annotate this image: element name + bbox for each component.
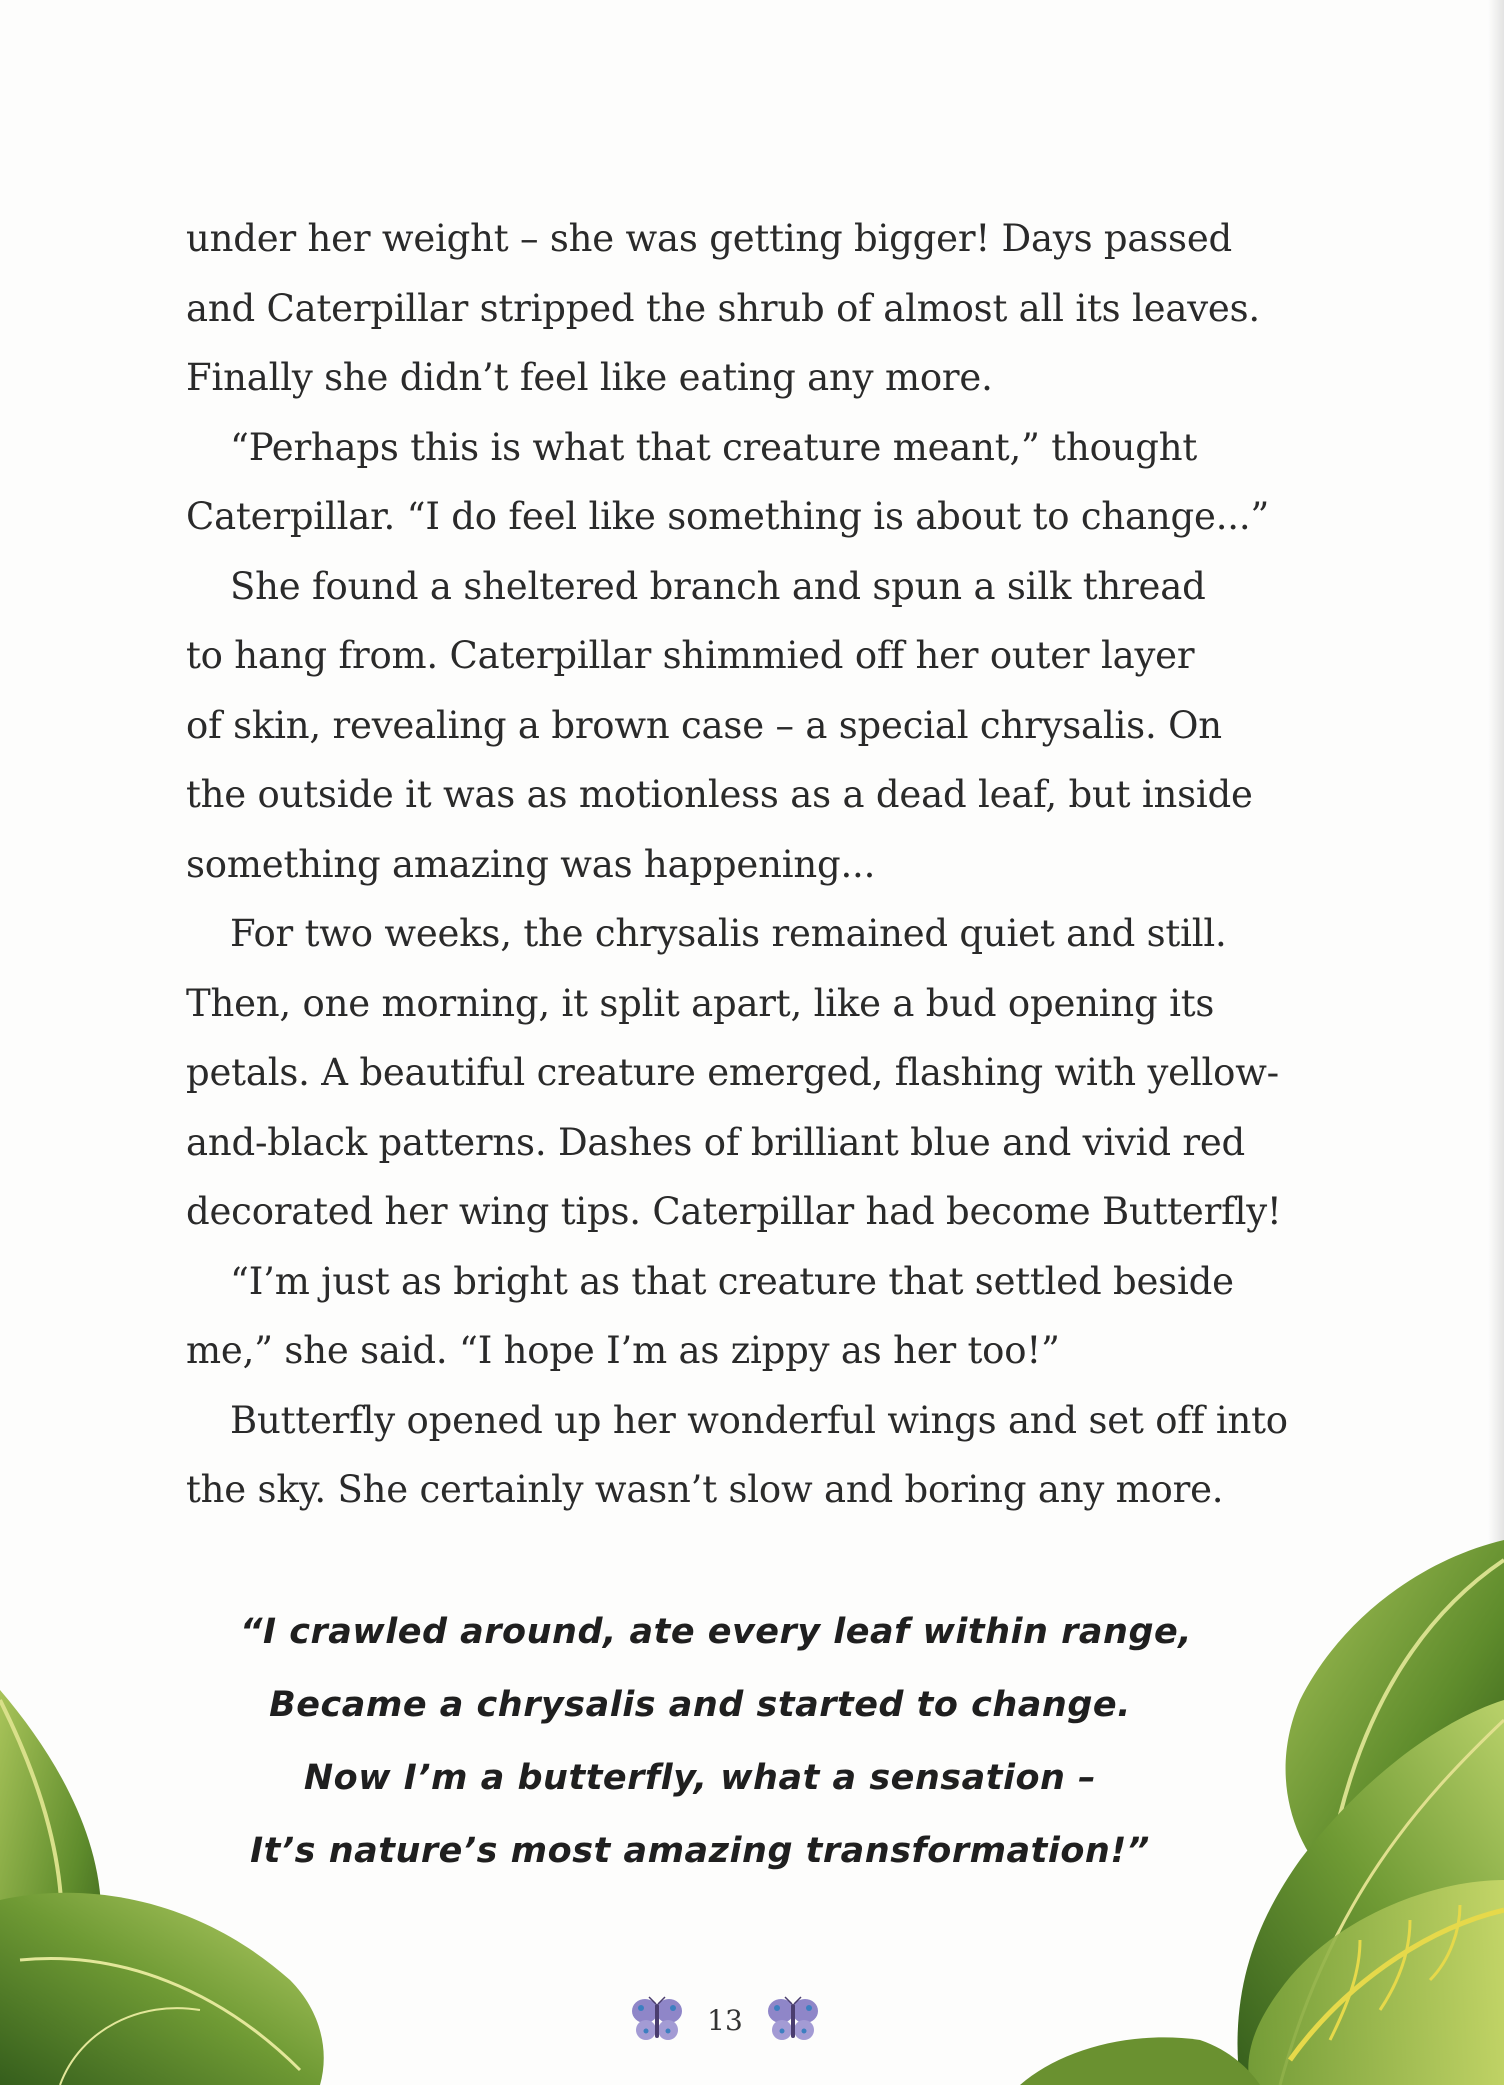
story-line: Then, one morning, it split apart, like a bud opening its bbox=[186, 981, 1215, 1025]
butterfly-icon bbox=[631, 1996, 683, 2044]
page-edge-shadow bbox=[1488, 0, 1504, 2085]
story-line: to hang from. Caterpillar shimmied off her outer layer bbox=[186, 634, 1195, 677]
story-line: something amazing was happening... bbox=[186, 842, 876, 886]
story-line: For two weeks, the chrysalis remained quiet and still. bbox=[230, 912, 1227, 955]
story-line: and-black patterns. Dashes of brilliant blue and vivid red bbox=[186, 1120, 1246, 1164]
poem bbox=[240, 1596, 1193, 1888]
story-line: of skin, revealing a brown case – a special chrysalis. On bbox=[186, 703, 1222, 747]
story-text bbox=[186, 204, 1288, 1525]
page-number: 13 bbox=[707, 2003, 743, 2037]
story-line: She found a sheltered branch and spun a silk thread bbox=[230, 564, 1206, 608]
story-line: Butterfly opened up her wonderful wings and set off into bbox=[230, 1398, 1288, 1442]
story-line: Finally she didn’t feel like eating any more. bbox=[186, 356, 993, 399]
story-line: and Caterpillar stripped the shrub of almost all its leaves. bbox=[186, 286, 1260, 330]
story-line: Caterpillar. “I do feel like something is about to change...” bbox=[186, 495, 1270, 538]
butterfly-icon bbox=[767, 1996, 819, 2044]
page-footer bbox=[620, 1990, 830, 2050]
poem-line: “I crawled around, ate every leaf within range, bbox=[240, 1612, 1193, 1652]
story-line: the outside it was as motionless as a dead leaf, but inside bbox=[186, 773, 1253, 816]
story-line: under her weight – she was getting bigger! Days passed bbox=[186, 217, 1233, 260]
story-line: the sky. She certainly wasn’t slow and boring any more. bbox=[186, 1468, 1224, 1511]
poem-line: Now I’m a butterfly, what a sensation – bbox=[303, 1758, 1097, 1798]
poem-line: It’s nature’s most amazing transformation!” bbox=[250, 1831, 1150, 1871]
story-line: me,” she said. “I hope I’m as zippy as her too!” bbox=[186, 1329, 1060, 1372]
story-line: decorated her wing tips. Caterpillar had become Butterfly! bbox=[186, 1190, 1282, 1233]
poem-line: Became a chrysalis and started to change. bbox=[269, 1685, 1131, 1725]
story-line: “Perhaps this is what that creature meant,” thought bbox=[230, 425, 1198, 469]
story-line: petals. A beautiful creature emerged, flashing with yellow- bbox=[186, 1051, 1279, 1094]
story-line: “I’m just as bright as that creature that settled beside bbox=[230, 1259, 1234, 1303]
